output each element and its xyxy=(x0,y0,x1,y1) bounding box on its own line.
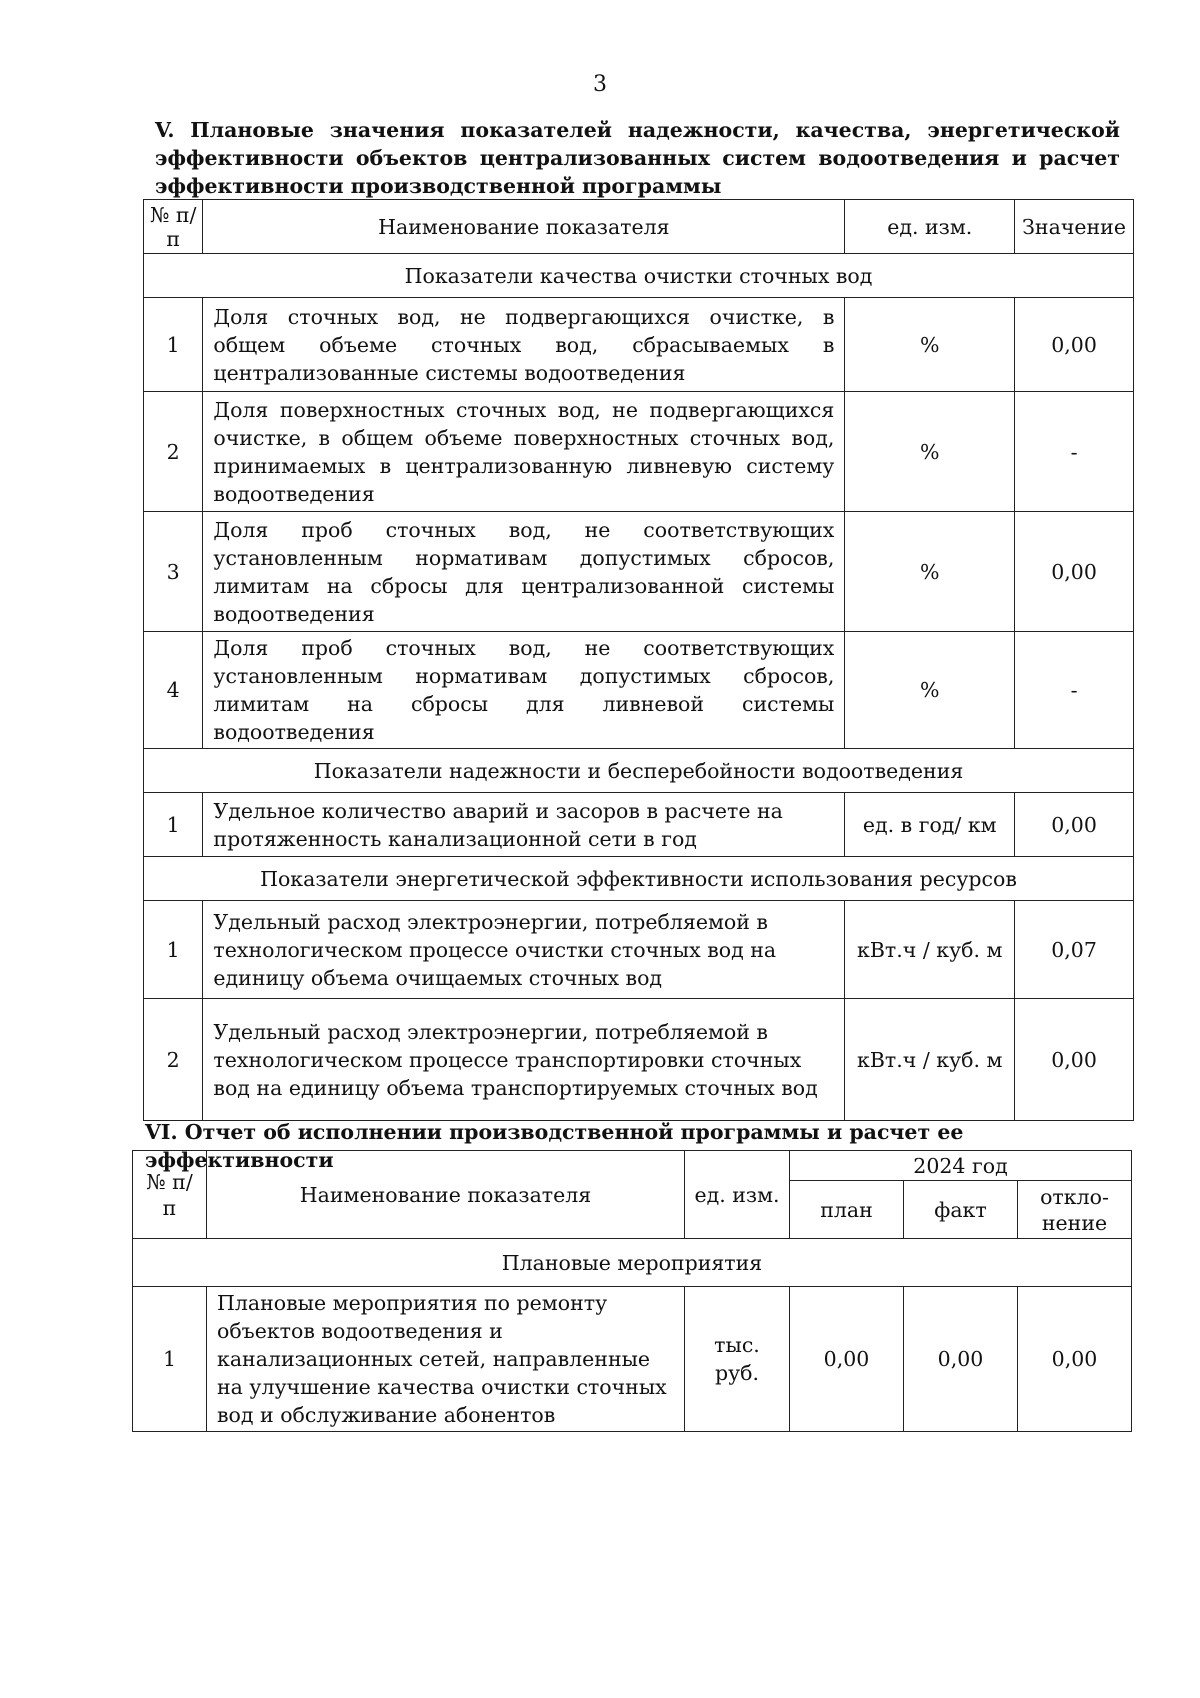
row-value: 0,07 xyxy=(1015,901,1134,999)
row-value: 0,00 xyxy=(1015,999,1134,1121)
row-plan: 0,00 xyxy=(790,1287,904,1432)
table-header-row xyxy=(133,1151,1132,1181)
group-row xyxy=(144,749,1134,793)
program-execution-table xyxy=(132,1150,1132,1432)
header-unit: ед. изм. xyxy=(685,1151,790,1239)
header-deviation: откло-нение xyxy=(1018,1181,1132,1239)
row-unit: кВт.ч / куб. м xyxy=(845,999,1015,1121)
table-row xyxy=(144,632,1134,749)
table-row xyxy=(144,901,1134,999)
table-header-row xyxy=(144,200,1134,254)
row-fact: 0,00 xyxy=(904,1287,1018,1432)
row-unit: тыс. руб. xyxy=(685,1287,790,1432)
row-value: - xyxy=(1015,392,1134,512)
row-value: 0,00 xyxy=(1015,793,1134,857)
row-name: Доля сточных вод, не подвергающихся очистке, в общем объеме сточных вод, сбрасываемых в централизованные системы водоотведения xyxy=(203,298,845,392)
row-unit: кВт.ч / куб. м xyxy=(845,901,1015,999)
group-row xyxy=(133,1239,1132,1287)
row-value: 0,00 xyxy=(1015,298,1134,392)
row-unit: % xyxy=(845,298,1015,392)
group-title: Плановые мероприятия xyxy=(133,1239,1132,1287)
row-unit: ед. в год/ км xyxy=(845,793,1015,857)
row-num: 2 xyxy=(144,392,203,512)
row-name: Доля проб сточных вод, не соответствующих установленным нормативам допустимых сбросов, лимитам на сбросы для централизованной системы водоотведения xyxy=(203,512,845,632)
header-num: № п/п xyxy=(144,200,203,254)
group-title: Показатели энергетической эффективности использования ресурсов xyxy=(144,857,1134,901)
group-title: Показатели качества очистки сточных вод xyxy=(144,254,1134,298)
table-row xyxy=(144,999,1134,1121)
row-value: 0,00 xyxy=(1015,512,1134,632)
quality-indicators-table xyxy=(143,199,1134,1121)
row-name: Доля поверхностных сточных вод, не подвергающихся очистке, в общем объеме поверхностных сточных вод, принимаемых в централизованную ливневую систему водоотведения xyxy=(203,392,845,512)
row-value: - xyxy=(1015,632,1134,749)
header-name: Наименование показателя xyxy=(207,1151,685,1239)
row-num: 1 xyxy=(144,793,203,857)
header-name: Наименование показателя xyxy=(203,200,845,254)
group-title: Показатели надежности и бесперебойности водоотведения xyxy=(144,749,1134,793)
row-num: 3 xyxy=(144,512,203,632)
row-num: 1 xyxy=(144,298,203,392)
group-row xyxy=(144,254,1134,298)
table-row xyxy=(144,392,1134,512)
header-year: 2024 год xyxy=(790,1151,1132,1181)
row-num: 2 xyxy=(144,999,203,1121)
row-deviation: 0,00 xyxy=(1018,1287,1132,1432)
row-unit: % xyxy=(845,392,1015,512)
row-num: 4 xyxy=(144,632,203,749)
row-name: Плановые мероприятия по ремонту объектов водоотведения и канализационных сетей, направленные на улучшение качества очистки сточных вод и обслуживание абонентов xyxy=(207,1287,685,1432)
header-num: № п/п xyxy=(133,1151,207,1239)
row-name: Удельное количество аварий и засоров в расчете на протяженность канализационной сети в год xyxy=(203,793,845,857)
row-unit: % xyxy=(845,632,1015,749)
table-row xyxy=(144,512,1134,632)
header-fact: факт xyxy=(904,1181,1018,1239)
table-row xyxy=(133,1287,1132,1432)
row-name: Доля проб сточных вод, не соответствующих установленным нормативам допустимых сбросов, лимитам на сбросы для ливневой системы водоотведения xyxy=(203,632,845,749)
header-unit: ед. изм. xyxy=(845,200,1015,254)
row-name: Удельный расход электроэнергии, потребляемой в технологическом процессе транспортировки сточных вод на единицу объема транспортируемых сточных вод xyxy=(203,999,845,1121)
section-6-title: VI. Отчет об исполнении производственной программы и расчет ее эффективности xyxy=(145,1120,964,1172)
row-unit: % xyxy=(845,512,1015,632)
header-value: Значение xyxy=(1015,200,1134,254)
row-name: Удельный расход электроэнергии, потребляемой в технологическом процессе очистки сточных вод на единицу объема очищаемых сточных вод xyxy=(203,901,845,999)
page-number: 3 xyxy=(593,72,607,97)
section-5-title: V. Плановые значения показателей надежности, качества, энергетической эффективности объектов централизованных систем водоотведения и расчет эффективности производственной программы xyxy=(155,118,1120,198)
table-row xyxy=(144,298,1134,392)
table-row xyxy=(144,793,1134,857)
row-num: 1 xyxy=(144,901,203,999)
row-num: 1 xyxy=(133,1287,207,1432)
header-plan: план xyxy=(790,1181,904,1239)
group-row xyxy=(144,857,1134,901)
